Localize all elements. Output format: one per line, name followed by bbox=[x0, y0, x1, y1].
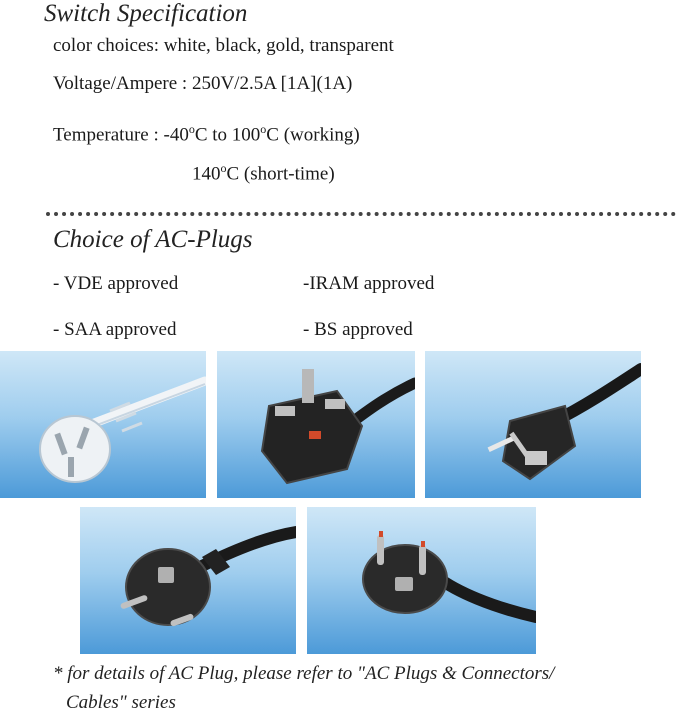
bs-plug-photo bbox=[217, 351, 415, 498]
temp-end: C (working) bbox=[266, 124, 360, 146]
temp2-start: 140 bbox=[192, 163, 221, 185]
degree-symbol: o bbox=[220, 161, 227, 175]
temp-label: Temperature : -40 bbox=[53, 124, 189, 146]
temperature-line-2 bbox=[192, 161, 335, 185]
footnote-line-2: Cables" series bbox=[66, 692, 176, 713]
iram-plug-photo bbox=[425, 351, 641, 498]
dotted-divider bbox=[46, 212, 676, 216]
color-choices-text: color choices: white, black, gold, transparent bbox=[53, 35, 394, 56]
approval-bs: - BS approved bbox=[303, 319, 413, 340]
degree-symbol: o bbox=[260, 122, 267, 136]
degree-symbol: o bbox=[188, 122, 195, 136]
temperature-line bbox=[53, 122, 360, 146]
approval-saa: - SAA approved bbox=[53, 319, 177, 340]
temp-mid: C to 100 bbox=[194, 124, 261, 146]
approval-iram: -IRAM approved bbox=[303, 273, 435, 294]
switch-spec-title: Switch Specification bbox=[44, 0, 248, 27]
vde-angled-plug-photo bbox=[307, 507, 536, 654]
approval-vde: - VDE approved bbox=[53, 273, 179, 294]
vde-plug-photo bbox=[80, 507, 296, 654]
ac-plugs-title: Choice of AC-Plugs bbox=[53, 226, 253, 253]
white-saa-plug-photo bbox=[0, 351, 206, 498]
temp2-end: C (short-time) bbox=[226, 163, 335, 185]
footnote-line-1: * for details of AC Plug, please refer to "AC Plugs & Connectors/ bbox=[53, 663, 555, 684]
voltage-text: Voltage/Ampere : 250V/2.5A [1A](1A) bbox=[53, 73, 353, 94]
